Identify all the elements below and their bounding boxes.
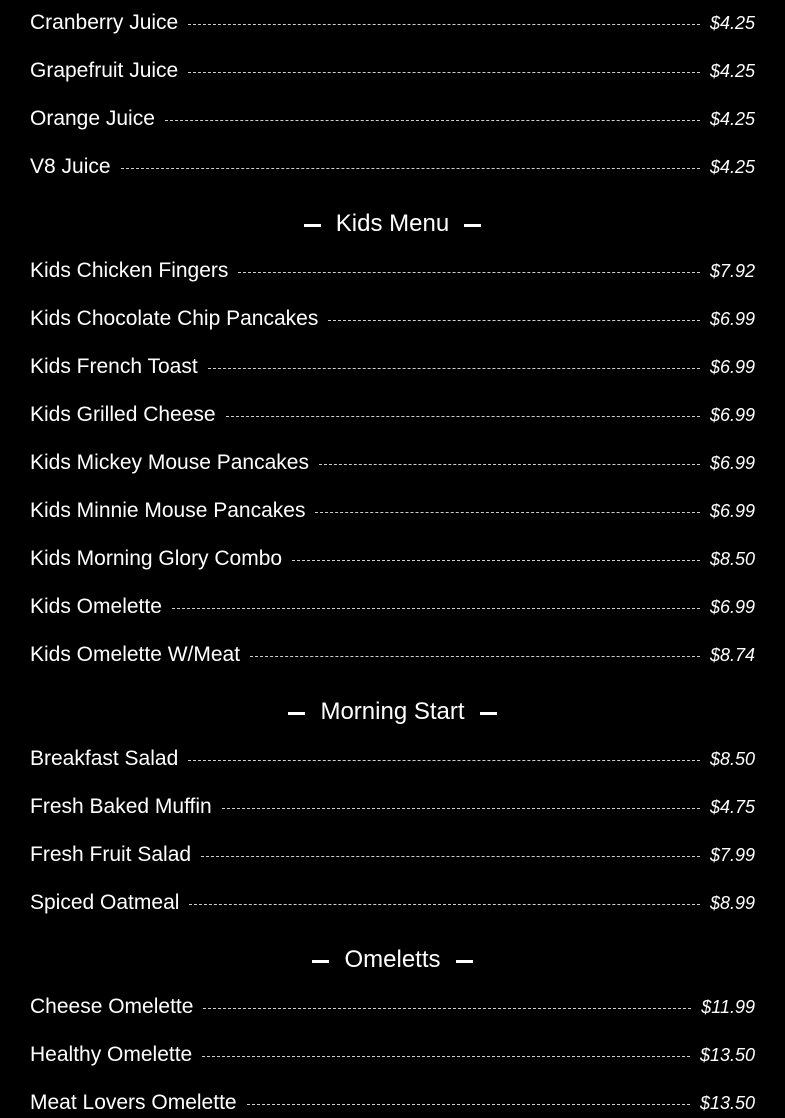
dotted-leader <box>203 1008 691 1009</box>
item-price: $4.75 <box>709 796 755 817</box>
item-price: $13.50 <box>699 1044 755 1065</box>
item-price: $6.99 <box>709 452 755 473</box>
item-price: $8.99 <box>709 892 755 913</box>
item-price: $6.99 <box>709 308 755 329</box>
menu-item[interactable] <box>30 744 755 774</box>
item-name: Kids Mickey Mouse Pancakes <box>30 451 309 474</box>
item-price: $6.99 <box>709 500 755 521</box>
section-title: Omeletts <box>344 946 441 973</box>
item-name: Kids Morning Glory Combo <box>30 547 283 570</box>
item-price: $6.99 <box>709 596 755 617</box>
dotted-leader <box>202 1056 690 1057</box>
item-name: Orange Juice <box>30 107 155 130</box>
menu-item[interactable] <box>30 1040 755 1070</box>
menu-item[interactable] <box>30 792 755 822</box>
menu-item[interactable] <box>30 448 755 478</box>
menu-item[interactable] <box>30 544 755 574</box>
item-price: $11.99 <box>701 996 755 1017</box>
dotted-leader <box>328 320 700 321</box>
item-name: Kids Minnie Mouse Pancakes <box>30 499 306 522</box>
item-name: Cranberry Juice <box>30 11 179 34</box>
dotted-leader <box>315 512 699 513</box>
dotted-leader <box>222 808 700 809</box>
dotted-leader <box>188 24 700 25</box>
section-header <box>0 695 785 729</box>
menu-item[interactable] <box>30 840 755 870</box>
item-name: Fresh Baked Muffin <box>30 795 212 818</box>
item-name: Kids French Toast <box>30 355 198 378</box>
menu-item[interactable] <box>30 256 755 286</box>
menu-item[interactable] <box>30 352 755 382</box>
dash-icon <box>464 224 481 227</box>
section-header <box>0 943 785 977</box>
menu-item[interactable] <box>30 152 755 182</box>
item-price: $7.92 <box>709 260 755 281</box>
item-name: Kids Omelette W/Meat <box>30 643 241 666</box>
menu-item[interactable] <box>30 888 755 918</box>
menu-item[interactable] <box>30 992 755 1022</box>
dash-icon <box>456 960 473 963</box>
item-name: Spiced Oatmeal <box>30 891 180 914</box>
dotted-leader <box>189 904 700 905</box>
item-name: Breakfast Salad <box>30 747 179 770</box>
menu-item[interactable] <box>30 304 755 334</box>
item-price: $6.99 <box>709 404 755 425</box>
item-price: $6.99 <box>709 356 755 377</box>
dotted-leader <box>208 368 700 369</box>
item-name: Cheese Omelette <box>30 995 194 1018</box>
section-title: Morning Start <box>320 698 465 725</box>
item-name: Kids Chocolate Chip Pancakes <box>30 307 319 330</box>
menu-item[interactable] <box>30 640 755 670</box>
item-price: $4.25 <box>709 108 755 129</box>
item-name: Healthy Omelette <box>30 1043 193 1066</box>
item-price: $4.25 <box>709 60 755 81</box>
dotted-leader <box>165 120 700 121</box>
dotted-leader <box>201 856 700 857</box>
menu-item[interactable] <box>30 1088 755 1118</box>
item-name: Meat Lovers Omelette <box>30 1091 237 1114</box>
section-header <box>0 207 785 241</box>
dotted-leader <box>226 416 700 417</box>
menu-item[interactable] <box>30 56 755 86</box>
item-price: $4.25 <box>709 156 755 177</box>
dotted-leader <box>319 464 700 465</box>
item-name: V8 Juice <box>30 155 111 178</box>
item-price: $8.50 <box>709 548 755 569</box>
item-price: $7.99 <box>709 844 755 865</box>
item-price: $8.50 <box>709 748 755 769</box>
item-price: $4.25 <box>709 12 755 33</box>
dash-icon <box>304 224 321 227</box>
item-name: Fresh Fruit Salad <box>30 843 192 866</box>
dotted-leader <box>238 272 700 273</box>
dotted-leader <box>188 72 700 73</box>
section-title: Kids Menu <box>335 210 450 237</box>
menu-item[interactable] <box>30 8 755 38</box>
item-price: $13.50 <box>699 1092 755 1113</box>
menu-item[interactable] <box>30 592 755 622</box>
dotted-leader <box>250 656 700 657</box>
dash-icon <box>288 712 305 715</box>
dotted-leader <box>121 168 700 169</box>
item-name: Grapefruit Juice <box>30 59 179 82</box>
dash-icon <box>480 712 497 715</box>
dotted-leader <box>292 560 700 561</box>
item-name: Kids Grilled Cheese <box>30 403 216 426</box>
menu-item[interactable] <box>30 104 755 134</box>
dotted-leader <box>172 608 700 609</box>
item-name: Kids Omelette <box>30 595 162 618</box>
item-name: Kids Chicken Fingers <box>30 259 229 282</box>
item-price: $8.74 <box>709 644 755 665</box>
dotted-leader <box>188 760 700 761</box>
dash-icon <box>312 960 329 963</box>
menu-item[interactable] <box>30 496 755 526</box>
menu-item[interactable] <box>30 400 755 430</box>
dotted-leader <box>247 1104 690 1105</box>
